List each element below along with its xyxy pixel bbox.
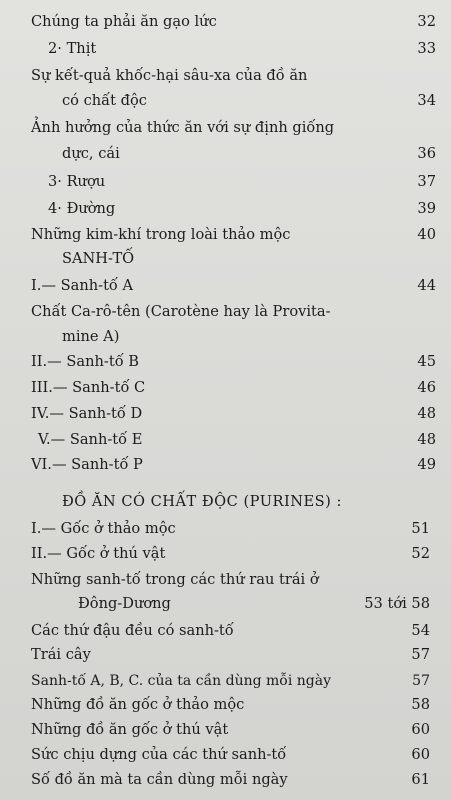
toc-entry-text: II.— Sanh-tố B [31,353,139,370]
toc-entry-page: 44 [417,277,436,294]
toc-entry-text: Trái cây [31,646,91,663]
toc-entry-page: 33 [417,40,436,57]
toc-entry [31,351,436,373]
toc-entry [62,326,436,348]
toc-entry-text: Đông-Dương [78,595,171,612]
toc-entry-page: 57 [411,646,430,663]
toc-entry [31,275,436,297]
toc-entry-text: II.— Gốc ở thú vật [31,545,166,562]
toc-entry-text: Số đồ ăn mà ta cần dùng mỗi ngày [31,771,288,788]
toc-entry-page: 40 [417,226,436,243]
toc-entry-text: 3· Rượu [48,173,106,190]
toc-entry-text: Những sanh-tố trong các thứ rau trái ở [31,571,319,588]
toc-entry-text: Các thứ đậu đều có sanh-tố [31,622,234,639]
toc-entry-text: Sức chịu dựng của các thứ sanh-tố [31,746,287,763]
toc-entry-page: 53 tới 58 [364,595,430,612]
toc-entry-text: Chúng ta phải ăn gạo lức [31,13,217,30]
toc-entry-text: Sự kết-quả khốc-hại sâu-xa của đồ ăn [31,67,308,84]
toc-entry-page: 60 [411,746,430,763]
toc-entry-text: dực, cái [62,145,120,162]
toc-entry-page: 58 [411,696,430,713]
toc-entry-text: 4· Đường [48,200,116,217]
section-heading [62,491,436,513]
toc-entry-text: Những kim-khí trong loài thảo mộc [31,226,291,243]
toc-entry-page: 36 [417,145,436,162]
toc-entry-text: Chất Ca-rô-tên (Carotène hay là Provita- [31,303,331,320]
toc-entry-text: Sanh-tố A, B, C. của ta cần dùng mỗi ngày [31,673,332,689]
toc-entry-page: 39 [417,200,436,217]
toc-entry [31,65,436,87]
toc-entry-text: mine A) [62,328,120,345]
toc-entry [31,518,436,540]
toc-entry [38,429,436,451]
toc-entry-page: 48 [417,405,436,422]
section-heading-text: SANH-TỐ [62,250,135,267]
toc-entry [31,224,436,246]
toc-entry [48,171,436,193]
toc-entry-text: VI.— Sanh-tố P [31,456,143,473]
toc-entry-page: 32 [417,13,436,30]
toc-entry-page: 45 [417,353,436,370]
toc-entry [31,543,436,565]
toc-entry-text: V.— Sanh-tố E [38,431,143,448]
toc-entry-page: 46 [417,379,436,396]
toc-entry [31,644,436,666]
toc-entry-page: 61 [411,771,430,788]
toc-entry-text: I.— Gốc ở thảo mộc [31,520,176,537]
toc-entry [31,769,436,791]
toc-entry [31,11,436,33]
toc-entry-page: 60 [411,721,430,738]
toc-entry [31,744,436,766]
toc-entry-page: 57 [412,673,430,689]
toc-entry [48,198,436,220]
toc-entry-page: 49 [417,456,436,473]
toc-entry-text: I.— Sanh-tố A [31,277,134,294]
toc-entry [31,620,436,642]
toc-entry-page: 48 [417,431,436,448]
toc-entry [78,593,436,615]
toc-entry [31,569,436,591]
toc-entry-page: 54 [411,622,430,639]
toc-entry [31,670,436,692]
toc-entry-text: Ảnh hưởng của thức ăn với sự định giống [31,119,335,136]
toc-entry [31,377,436,399]
toc-entry-text: 2· Thịt [48,40,97,57]
toc-entry-page: 52 [411,545,430,562]
toc-entry [31,403,436,425]
toc-entry [31,117,436,139]
section-heading-text: ĐỒ ĂN CÓ CHẤT ĐỘC (PURINES) : [62,493,342,510]
toc-entry-text: có chất độc [62,92,147,109]
toc-entry-text: Những đồ ăn gốc ở thảo mộc [31,696,245,713]
toc-entry-text: IV.— Sanh-tố D [31,405,143,422]
toc-entry [48,38,436,60]
toc-entry [31,301,436,323]
toc-entry [62,90,436,112]
toc-entry-page: 51 [411,520,430,537]
toc-entry-text: Những đồ ăn gốc ở thú vật [31,721,229,738]
toc-entry-text: III.— Sanh-tố C [31,379,146,396]
toc-entry [31,694,436,716]
toc-entry [31,454,436,476]
section-heading [62,248,436,270]
toc-entry-page: 34 [417,92,436,109]
toc-entry-page: 37 [417,173,436,190]
toc-entry [62,143,436,165]
toc-entry [31,719,436,741]
